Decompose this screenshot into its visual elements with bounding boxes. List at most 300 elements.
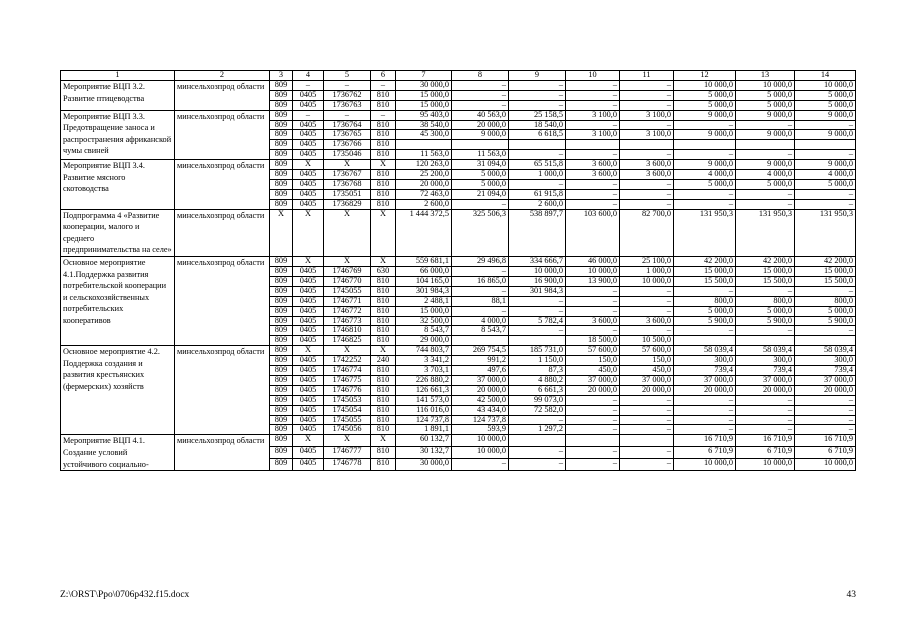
code-cell: Х	[324, 160, 371, 170]
code-cell: 809	[270, 257, 293, 267]
amount-cell: –	[674, 326, 736, 336]
amount-cell: –	[620, 189, 674, 199]
amount-cell: 66 000,0	[396, 266, 452, 276]
amount-cell: 18 540,0	[509, 120, 566, 130]
code-cell: Х	[293, 435, 324, 447]
amount-cell: –	[509, 90, 566, 100]
column-header: 12	[674, 71, 736, 81]
amount-cell: 20 000,0	[566, 385, 620, 395]
amount-cell: –	[566, 199, 620, 209]
amount-cell	[509, 140, 566, 150]
amount-cell: 497,6	[452, 366, 509, 376]
code-cell: 0405	[293, 459, 324, 471]
column-header: 13	[736, 71, 795, 81]
amount-cell: 60 132,7	[396, 435, 452, 447]
amount-cell: 16 710,9	[795, 435, 856, 447]
code-cell: 810	[371, 459, 396, 471]
amount-cell: 30 000,0	[396, 80, 452, 90]
amount-cell: 2 488,1	[396, 296, 452, 306]
code-cell: 630	[371, 266, 396, 276]
column-header: 5	[324, 71, 371, 81]
amount-cell: 559 681,1	[396, 257, 452, 267]
code-cell: 809	[270, 150, 293, 160]
amount-cell: 10 000,0	[674, 80, 736, 90]
code-cell: Х	[371, 160, 396, 170]
code-cell: 0405	[293, 415, 324, 425]
code-cell: 809	[270, 179, 293, 189]
code-cell: 0405	[293, 375, 324, 385]
amount-cell: 72 463,0	[396, 189, 452, 199]
amount-cell: –	[674, 395, 736, 405]
amount-cell: 1 444 372,5	[396, 209, 452, 256]
amount-cell: 10 000,0	[566, 266, 620, 276]
amount-cell: –	[452, 306, 509, 316]
code-cell: 809	[270, 316, 293, 326]
amount-cell	[566, 140, 620, 150]
code-cell: Х	[293, 346, 324, 356]
amount-cell: –	[674, 189, 736, 199]
amount-cell: 25 100,0	[620, 257, 674, 267]
amount-cell: 131 950,3	[795, 209, 856, 256]
column-header: 4	[293, 71, 324, 81]
amount-cell: 42 200,0	[795, 257, 856, 267]
amount-cell: –	[566, 415, 620, 425]
amount-cell: 42 200,0	[674, 257, 736, 267]
amount-cell: 16 710,9	[674, 435, 736, 447]
code-cell: 809	[270, 375, 293, 385]
amount-cell: –	[566, 80, 620, 90]
amount-cell: 88,1	[452, 296, 509, 306]
code-cell: 0405	[293, 130, 324, 140]
code-cell: 0405	[293, 179, 324, 189]
code-cell: 809	[270, 266, 293, 276]
amount-cell: –	[620, 459, 674, 471]
amount-cell: 6 710,9	[736, 447, 795, 459]
amount-cell: 58 039,4	[795, 346, 856, 356]
amount-cell: –	[795, 150, 856, 160]
amount-cell: –	[509, 296, 566, 306]
amount-cell: 5 900,0	[736, 316, 795, 326]
amount-cell: 20 000,0	[452, 385, 509, 395]
code-cell: –	[371, 80, 396, 90]
amount-cell: 9 000,0	[674, 160, 736, 170]
amount-cell: 150,0	[566, 356, 620, 366]
amount-cell: 15 000,0	[396, 100, 452, 110]
table-body	[61, 80, 856, 470]
amount-cell: 10 000,0	[736, 80, 795, 90]
code-cell: Х	[270, 209, 293, 256]
code-cell: 809	[270, 459, 293, 471]
amount-cell: 10 000,0	[509, 266, 566, 276]
amount-cell: –	[736, 326, 795, 336]
amount-cell: 4 000,0	[452, 316, 509, 326]
code-cell: 1745054	[324, 405, 371, 415]
code-cell: 809	[270, 425, 293, 435]
amount-cell: 9 000,0	[795, 130, 856, 140]
code-cell: 809	[270, 385, 293, 395]
amount-cell: 9 000,0	[795, 110, 856, 120]
code-cell: 1746771	[324, 296, 371, 306]
code-cell: 1735046	[324, 150, 371, 160]
amount-cell: 25 200,0	[396, 170, 452, 180]
code-cell: 809	[270, 447, 293, 459]
amount-cell: –	[452, 90, 509, 100]
amount-cell: 3 100,0	[620, 110, 674, 120]
code-cell: Х	[293, 257, 324, 267]
amount-cell: 15 000,0	[795, 266, 856, 276]
table-row	[61, 80, 856, 90]
executor-cell: минсельхозпрод области	[175, 209, 270, 256]
amount-cell: 10 000,0	[620, 276, 674, 286]
code-cell: 809	[270, 415, 293, 425]
code-cell: 809	[270, 276, 293, 286]
code-cell: 810	[371, 120, 396, 130]
amount-cell	[509, 435, 566, 447]
amount-cell: 325 506,3	[452, 209, 509, 256]
amount-cell: 58 039,4	[674, 346, 736, 356]
amount-cell: –	[509, 179, 566, 189]
amount-cell: –	[566, 179, 620, 189]
amount-cell: 10 000,0	[795, 80, 856, 90]
activity-name-cell: Основное мероприятие 4.2. Поддержка создания и развития крестьянских (фермерских) хозяйств	[61, 346, 175, 435]
code-cell: 810	[371, 415, 396, 425]
amount-cell: 20 000,0	[452, 120, 509, 130]
amount-cell: 2 600,0	[509, 199, 566, 209]
amount-cell: 10 000,0	[452, 447, 509, 459]
code-cell: Х	[293, 160, 324, 170]
amount-cell: –	[736, 286, 795, 296]
activity-name-cell: Мероприятие ВЦП 3.4. Развитие мясного скотоводства	[61, 160, 175, 210]
amount-cell: 3 600,0	[620, 316, 674, 326]
executor-cell: минсельхозпрод области	[175, 160, 270, 210]
amount-cell: 29 496,8	[452, 257, 509, 267]
amount-cell: 20 000,0	[674, 385, 736, 395]
code-cell: 1745053	[324, 395, 371, 405]
amount-cell: 3 600,0	[620, 160, 674, 170]
amount-cell: 2 600,0	[396, 199, 452, 209]
code-cell: 810	[371, 296, 396, 306]
amount-cell: 1 150,0	[509, 356, 566, 366]
amount-cell: 4 000,0	[736, 170, 795, 180]
amount-cell	[674, 140, 736, 150]
amount-cell: 4 000,0	[795, 170, 856, 180]
amount-cell: –	[674, 405, 736, 415]
amount-cell	[452, 336, 509, 346]
amount-cell: 11 563,0	[452, 150, 509, 160]
amount-cell: –	[620, 405, 674, 415]
code-cell: 1735051	[324, 189, 371, 199]
code-cell: 809	[270, 100, 293, 110]
amount-cell: 124 737,8	[452, 415, 509, 425]
code-cell: 810	[371, 395, 396, 405]
code-cell: Х	[293, 209, 324, 256]
column-header: 14	[795, 71, 856, 81]
activity-name-cell: Подпрограмма 4 «Развитие кооперации, малого и среднего предпринимательства на селе»	[61, 209, 175, 256]
code-cell: Х	[324, 209, 371, 256]
activity-name-cell: Основное мероприятие 4.1.Поддержка развития потребительской кооперации и сельскохозяйственных потребительских кооперативов	[61, 257, 175, 346]
amount-cell: 450,0	[566, 366, 620, 376]
table-row	[61, 346, 856, 356]
amount-cell: 269 754,5	[452, 346, 509, 356]
amount-cell: 15 000,0	[736, 266, 795, 276]
code-cell: 1745056	[324, 425, 371, 435]
code-cell: Х	[371, 209, 396, 256]
amount-cell: 3 600,0	[566, 316, 620, 326]
amount-cell: 20 000,0	[620, 385, 674, 395]
amount-cell: 40 563,0	[452, 110, 509, 120]
amount-cell: 103 600,0	[566, 209, 620, 256]
amount-cell: 42 200,0	[736, 257, 795, 267]
code-cell: 1746773	[324, 316, 371, 326]
code-cell: –	[371, 110, 396, 120]
amount-cell: 5 782,4	[509, 316, 566, 326]
amount-cell: –	[452, 286, 509, 296]
amount-cell: 15 500,0	[674, 276, 736, 286]
amount-cell: –	[509, 459, 566, 471]
amount-cell: 25 158,5	[509, 110, 566, 120]
amount-cell: 5 900,0	[674, 316, 736, 326]
amount-cell: 87,3	[509, 366, 566, 376]
code-cell: 1746772	[324, 306, 371, 316]
code-cell: 0405	[293, 286, 324, 296]
code-cell: 0405	[293, 170, 324, 180]
amount-cell: 13 900,0	[566, 276, 620, 286]
amount-cell: 16 900,0	[509, 276, 566, 286]
amount-cell: 82 700,0	[620, 209, 674, 256]
amount-cell: –	[620, 395, 674, 405]
table-row	[61, 209, 856, 256]
column-header: 6	[371, 71, 396, 81]
code-cell: 0405	[293, 276, 324, 286]
code-cell: Х	[371, 346, 396, 356]
amount-cell: 10 000,0	[674, 459, 736, 471]
column-header: 2	[175, 71, 270, 81]
amount-cell: 6 661,3	[509, 385, 566, 395]
code-cell: 0405	[293, 266, 324, 276]
amount-cell: –	[620, 150, 674, 160]
amount-cell	[795, 140, 856, 150]
amount-cell: 99 073,0	[509, 395, 566, 405]
amount-cell: –	[795, 425, 856, 435]
footer-file-path: Z:\ORST\Ppo\0706p432.f15.docx	[60, 590, 190, 600]
code-cell: 0405	[293, 316, 324, 326]
code-cell: 240	[371, 356, 396, 366]
amount-cell: 37 000,0	[566, 375, 620, 385]
amount-cell: 20 000,0	[396, 179, 452, 189]
amount-cell: –	[620, 100, 674, 110]
amount-cell: 9 000,0	[736, 130, 795, 140]
amount-cell: 58 039,4	[736, 346, 795, 356]
amount-cell: –	[566, 306, 620, 316]
amount-cell	[795, 336, 856, 346]
amount-cell: 739,4	[795, 366, 856, 376]
amount-cell: 15 000,0	[674, 266, 736, 276]
amount-cell: 5 000,0	[795, 90, 856, 100]
amount-cell: 3 600,0	[566, 170, 620, 180]
code-cell: 809	[270, 356, 293, 366]
amount-cell: 6 710,9	[795, 447, 856, 459]
code-cell: 810	[371, 286, 396, 296]
amount-cell: 46 000,0	[566, 257, 620, 267]
amount-cell: 18 500,0	[566, 336, 620, 346]
amount-cell: 3 600,0	[566, 160, 620, 170]
amount-cell: 185 731,0	[509, 346, 566, 356]
program-table	[60, 70, 856, 471]
amount-cell: –	[795, 326, 856, 336]
column-header: 8	[452, 71, 509, 81]
amount-cell: –	[620, 80, 674, 90]
amount-cell: 72 582,0	[509, 405, 566, 415]
amount-cell: 5 000,0	[452, 170, 509, 180]
amount-cell: –	[795, 405, 856, 415]
code-cell: 809	[270, 170, 293, 180]
amount-cell: –	[509, 306, 566, 316]
amount-cell: –	[566, 286, 620, 296]
amount-cell: 43 434,0	[452, 405, 509, 415]
amount-cell: 1 297,2	[509, 425, 566, 435]
amount-cell: 8 543,7	[396, 326, 452, 336]
amount-cell: –	[566, 395, 620, 405]
amount-cell: –	[620, 415, 674, 425]
amount-cell: 16 865,0	[452, 276, 509, 286]
amount-cell: –	[620, 179, 674, 189]
amount-cell: –	[566, 100, 620, 110]
amount-cell: 9 000,0	[795, 160, 856, 170]
amount-cell: 9 000,0	[736, 160, 795, 170]
amount-cell: 37 000,0	[620, 375, 674, 385]
amount-cell	[736, 140, 795, 150]
amount-cell: 334 666,7	[509, 257, 566, 267]
amount-cell: –	[620, 296, 674, 306]
amount-cell: –	[736, 395, 795, 405]
amount-cell: 300,0	[674, 356, 736, 366]
amount-cell: 15 000,0	[396, 306, 452, 316]
amount-cell: –	[620, 199, 674, 209]
amount-cell: 300,0	[736, 356, 795, 366]
amount-cell: 301 984,3	[509, 286, 566, 296]
code-cell: 0405	[293, 356, 324, 366]
amount-cell	[736, 336, 795, 346]
amount-cell: –	[566, 405, 620, 415]
code-cell: 0405	[293, 150, 324, 160]
amount-cell: 5 000,0	[736, 306, 795, 316]
amount-cell: –	[620, 306, 674, 316]
code-cell: 0405	[293, 90, 324, 100]
code-cell: 810	[371, 150, 396, 160]
code-cell: 1736763	[324, 100, 371, 110]
amount-cell: 5 000,0	[795, 100, 856, 110]
amount-cell: –	[452, 266, 509, 276]
code-cell: Х	[371, 257, 396, 267]
amount-cell: 37 000,0	[452, 375, 509, 385]
code-cell: 1742252	[324, 356, 371, 366]
code-cell: 810	[371, 100, 396, 110]
activity-name-cell: Мероприятие ВЦП 3.3. Предотвращение заноса и распространения африканской чумы свиней	[61, 110, 175, 160]
amount-cell: –	[795, 286, 856, 296]
amount-cell: 29 000,0	[396, 336, 452, 346]
code-cell: Х	[324, 346, 371, 356]
amount-cell: 3 341,2	[396, 356, 452, 366]
code-cell: 810	[371, 336, 396, 346]
amount-cell: 15 500,0	[736, 276, 795, 286]
amount-cell: –	[452, 80, 509, 90]
amount-cell: –	[566, 459, 620, 471]
amount-cell: 16 710,9	[736, 435, 795, 447]
amount-cell: 3 100,0	[566, 110, 620, 120]
amount-cell: –	[509, 80, 566, 90]
amount-cell: 120 263,0	[396, 160, 452, 170]
amount-cell: 20 000,0	[736, 385, 795, 395]
code-cell: 0405	[293, 395, 324, 405]
amount-cell: –	[509, 100, 566, 110]
code-cell: –	[293, 80, 324, 90]
amount-cell: –	[736, 189, 795, 199]
amount-cell: 800,0	[674, 296, 736, 306]
amount-cell: –	[736, 425, 795, 435]
amount-cell: 11 563,0	[396, 150, 452, 160]
code-cell: 809	[270, 120, 293, 130]
table-row	[61, 257, 856, 267]
code-cell: 810	[371, 276, 396, 286]
code-cell: 1736766	[324, 140, 371, 150]
code-cell: 809	[270, 366, 293, 376]
code-cell: 810	[371, 179, 396, 189]
amount-cell: 20 000,0	[795, 385, 856, 395]
amount-cell: –	[620, 120, 674, 130]
code-cell: 809	[270, 336, 293, 346]
amount-cell: –	[452, 459, 509, 471]
amount-cell: 9 000,0	[674, 130, 736, 140]
amount-cell: 124 737,8	[396, 415, 452, 425]
amount-cell: 4 000,0	[674, 170, 736, 180]
code-cell: 810	[371, 375, 396, 385]
code-cell: 809	[270, 90, 293, 100]
amount-cell: –	[736, 415, 795, 425]
code-cell: 809	[270, 80, 293, 90]
code-cell: 1746775	[324, 375, 371, 385]
code-cell: 1746776	[324, 385, 371, 395]
amount-cell	[620, 435, 674, 447]
amount-cell: –	[509, 150, 566, 160]
code-cell: 809	[270, 306, 293, 316]
code-cell: 809	[270, 130, 293, 140]
amount-cell: 301 984,3	[396, 286, 452, 296]
amount-cell: 126 661,3	[396, 385, 452, 395]
executor-cell: минсельхозпрод области	[175, 346, 270, 435]
amount-cell: 800,0	[795, 296, 856, 306]
amount-cell: 5 000,0	[795, 306, 856, 316]
amount-cell: 61 915,8	[509, 189, 566, 199]
code-cell: 809	[270, 405, 293, 415]
amount-cell: 10 500,0	[620, 336, 674, 346]
table-row	[61, 435, 856, 447]
code-cell: 0405	[293, 326, 324, 336]
code-cell: 810	[371, 130, 396, 140]
amount-cell: 1 000,0	[620, 266, 674, 276]
amount-cell: –	[674, 120, 736, 130]
amount-cell: 9 000,0	[452, 130, 509, 140]
code-cell: 0405	[293, 140, 324, 150]
executor-cell: минсельхозпрод области	[175, 80, 270, 110]
column-header: 7	[396, 71, 452, 81]
amount-cell: –	[566, 425, 620, 435]
amount-cell: 5 000,0	[674, 179, 736, 189]
code-cell: Х	[324, 257, 371, 267]
amount-cell: –	[795, 120, 856, 130]
code-cell: 1746769	[324, 266, 371, 276]
table-row	[61, 160, 856, 170]
amount-cell: –	[795, 395, 856, 405]
